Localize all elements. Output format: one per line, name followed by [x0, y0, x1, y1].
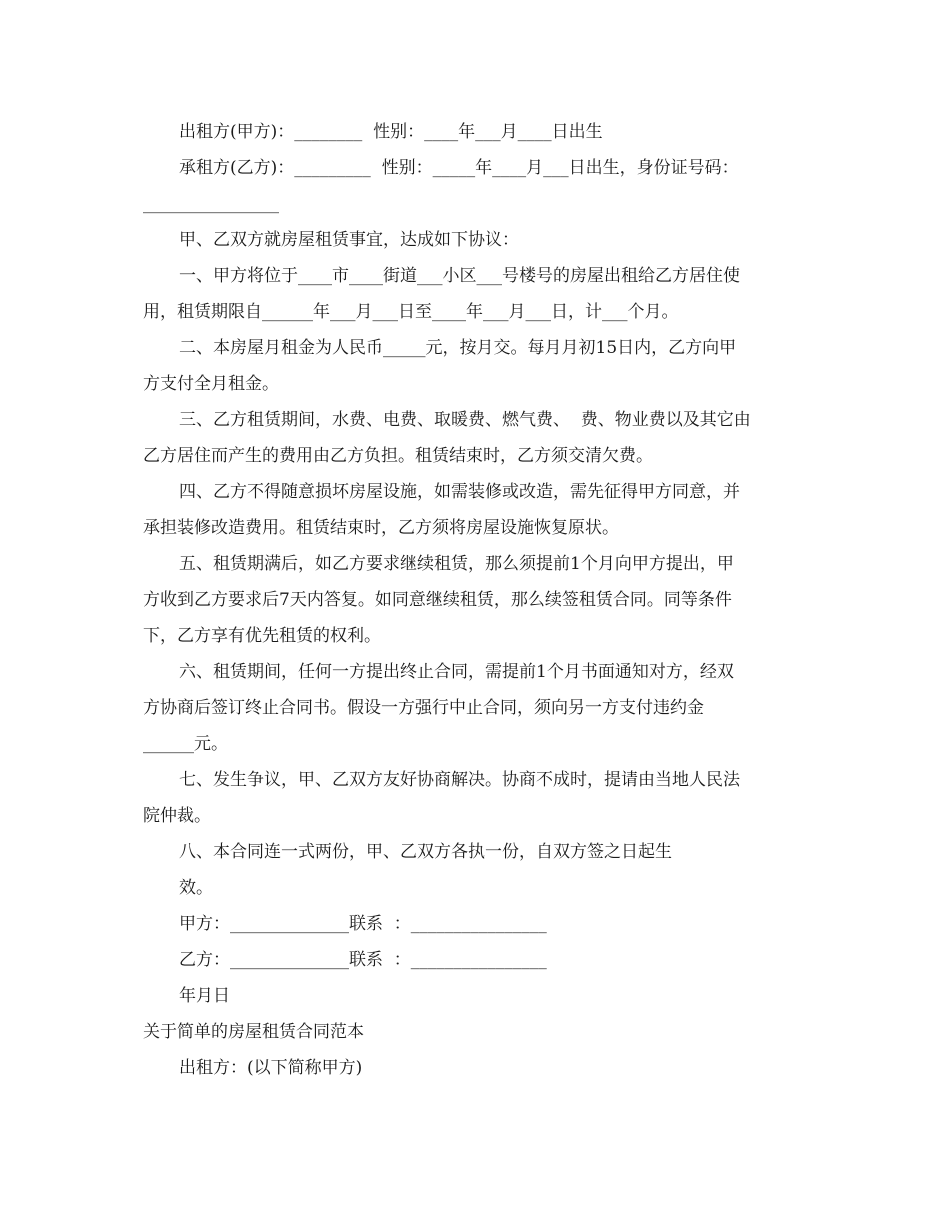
clause-8-line-1: 八、本合同连一式两份，甲、乙双方各执一份，自双方签之日起生	[179, 842, 672, 862]
clause-3-line-1: 三、乙方租赁期间，水费、电费、取暖费、燃气费、 费、物业费以及其它由	[179, 410, 751, 430]
landlord-line: 出租方(甲方)：________ 性别：____年___月____日出生	[179, 122, 603, 142]
clause-4-line-2: 承担装修改造费用。租赁结束时，乙方须将房屋设施恢复原状。	[143, 518, 619, 538]
agreement-intro: 甲、乙双方就房屋租赁事宜，达成如下协议：	[179, 230, 519, 250]
clause-5-line-2: 方收到乙方要求后7天内答复。如同意继续租赁，那么续签租赁合同。同等条件	[143, 590, 732, 610]
clause-6-line-1: 六、租赁期间，任何一方提出终止合同，需提前1个月书面通知对方，经双	[179, 662, 734, 682]
section-title: 关于简单的房屋租赁合同范本	[143, 1022, 364, 1042]
lessor-line: 出租方：(以下简称甲方)	[179, 1058, 363, 1078]
clause-7-line-2: 院仲裁。	[143, 806, 211, 826]
clause-3-line-2: 乙方居住而产生的费用由乙方负担。租赁结束时，乙方须交清欠费。	[143, 446, 653, 466]
clause-5-line-3: 下，乙方享有优先租赁的权利。	[143, 626, 381, 646]
clause-7-line-1: 七、发生争议，甲、乙双方友好协商解决。协商不成时，提请由当地人民法	[179, 770, 740, 790]
clause-1-line-1: 一、甲方将位于____市____街道___小区___号楼号的房屋出租给乙方居住使	[179, 266, 740, 286]
clause-1-line-2: 用，租赁期限自______年___月___日至____年___月___日，计___个月。	[143, 302, 679, 322]
clause-5-line-1: 五、租赁期满后，如乙方要求继续租赁，那么须提前1个月向甲方提出，甲	[179, 554, 734, 574]
document-body	[143, 114, 813, 1086]
clause-8-line-2: 效。	[179, 878, 213, 898]
date-line: 年月日	[179, 986, 230, 1006]
party-a-signature-line: 甲方：______________联系 ：________________	[179, 914, 547, 934]
clause-6-line-3: ______元。	[143, 734, 228, 754]
tenant-line: 承租方(乙方)：_________ 性别：_____年____月___日出生，身份证号码：	[179, 158, 739, 178]
party-b-signature-line: 乙方：______________联系 ：________________	[179, 950, 547, 970]
id-number-blank: ________________	[143, 194, 279, 214]
clause-4-line-1: 四、乙方不得随意损坏房屋设施，如需装修或改造，需先征得甲方同意，并	[179, 482, 740, 502]
clause-2-line-1: 二、本房屋月租金为人民币_____元，按月交。每月月初15日内，乙方向甲	[179, 338, 737, 358]
clause-2-line-2: 方支付全月租金。	[143, 374, 279, 394]
clause-6-line-2: 方协商后签订终止合同书。假设一方强行中止合同，须向另一方支付违约金	[143, 698, 704, 718]
